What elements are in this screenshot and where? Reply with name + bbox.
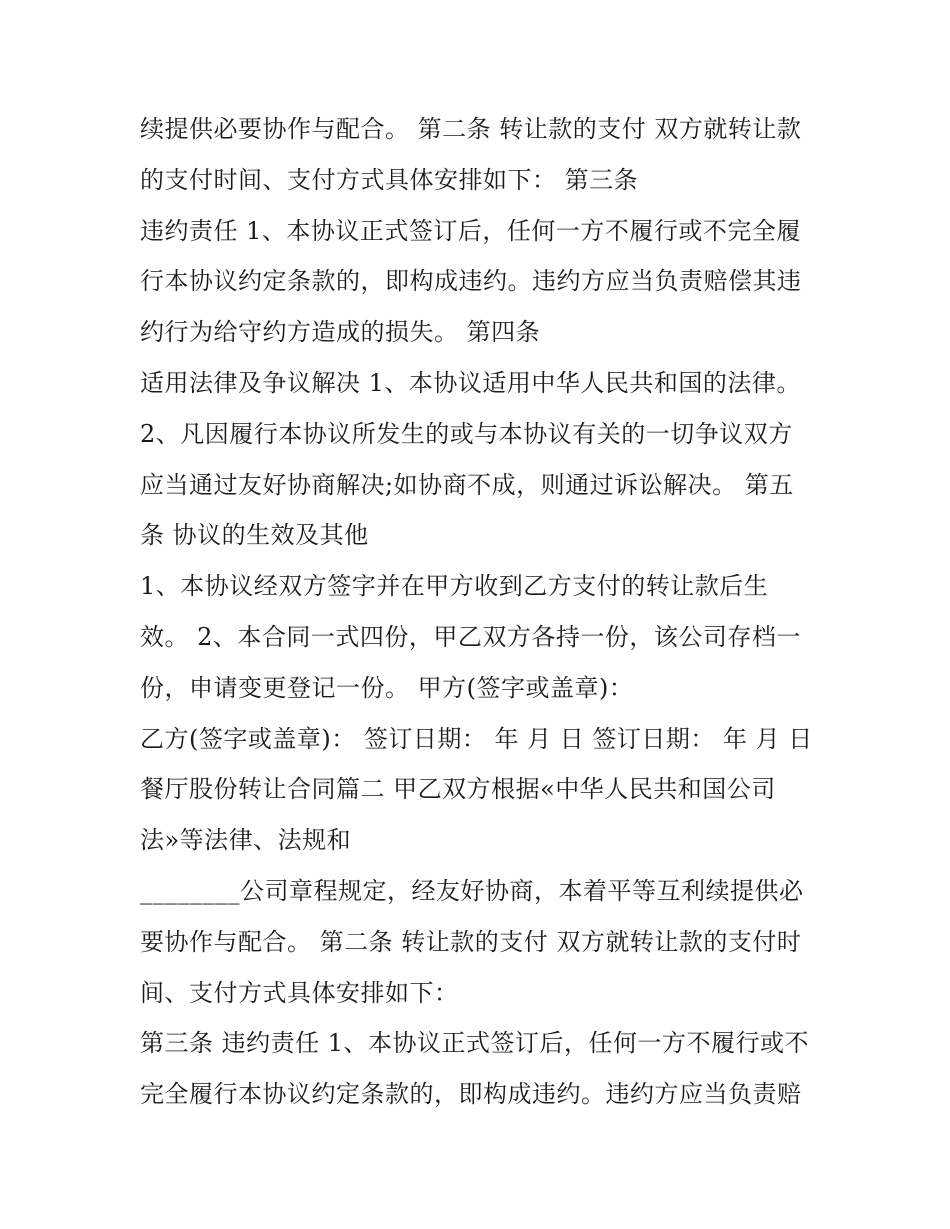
text-line: 要协作与配合。 第二条 转让款的支付 双方就转让款的支付时 <box>140 928 802 956</box>
text-line: 续提供必要协作与配合。 第二条 转让款的支付 双方就转让款 <box>140 115 802 143</box>
text-line: 乙方(签字或盖章)： 签订日期： 年 月 日 签订日期： 年 月 日 <box>140 725 813 753</box>
text-line: 1、本协议经双方签字并在甲方收到乙方支付的转让款后生 <box>140 572 769 600</box>
text-line: 行本协议约定条款的，即构成违约。违约方应当负责赔偿其违 <box>140 267 802 295</box>
text-line: 餐厅股份转让合同篇二 甲乙双方根据«中华人民共和国公司 <box>140 775 776 803</box>
text-line: 适用法律及争议解决 1、本协议适用中华人民共和国的法律。 <box>140 369 801 397</box>
text-line: 效。 2、本合同一式四份，甲乙双方各持一份，该公司存档一 <box>140 623 801 651</box>
text-line: 完全履行本协议约定条款的，即构成违约。违约方应当负责赔 <box>140 1080 802 1108</box>
text-line: 法»等法律、法规和 <box>140 826 352 854</box>
text-line: 的支付时间、支付方式具体安排如下： 第三条 <box>140 166 639 194</box>
text-line: 份，申请变更登记一份。 甲方(签字或盖章)： <box>140 674 634 702</box>
text-line: 间、支付方式具体安排如下： <box>140 979 459 1007</box>
text-line: 条 协议的生效及其他 <box>140 521 369 549</box>
text-line: 第三条 违约责任 1、本协议正式签订后，任何一方不履行或不 <box>140 1029 810 1057</box>
text-line: 2、凡因履行本协议所发生的或与本协议有关的一切争议双方 <box>140 420 793 448</box>
text-line: 违约责任 1、本协议正式签订后，任何一方不履行或不完全履 <box>140 217 801 245</box>
text-line: 约行为给守约方造成的损失。 第四条 <box>140 318 541 346</box>
text-line: 应当通过友好协商解决;如协商不成，则通过诉讼解决。 第五 <box>140 471 794 499</box>
text-line: ________公司章程规定，经友好协商，本着平等互利续提供必 <box>140 877 804 905</box>
